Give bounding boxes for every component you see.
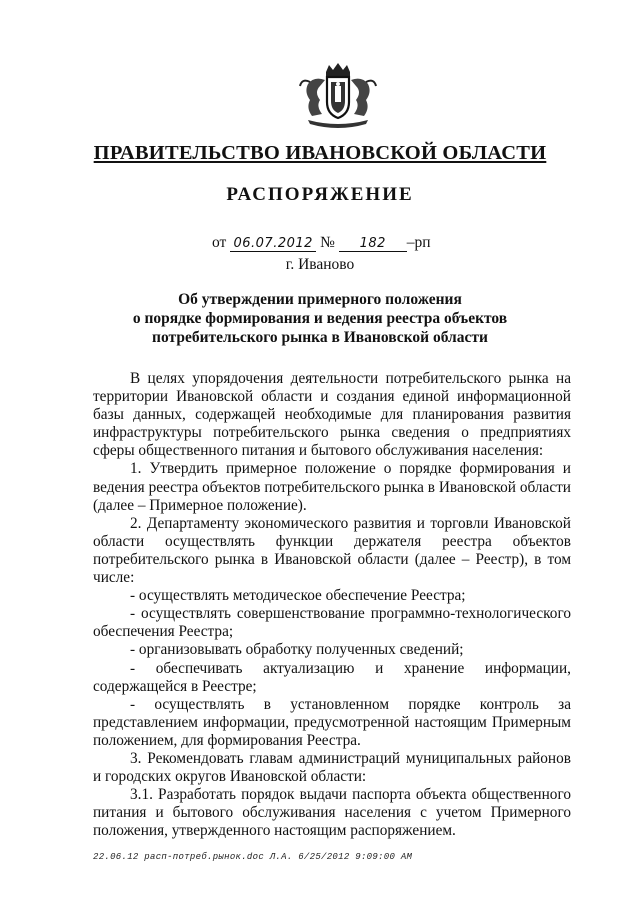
body-paragraph: 1. Утвердить примерное положение о порядке формирования и ведения реестра объектов потребительского рынка в Ивановской области (далее – Примерное положение). — [93, 460, 571, 514]
date-value: 06.07.2012 — [230, 236, 316, 252]
body-paragraph: 2. Департаменту экономического развития и торговли Ивановской области осуществлять функции держателя реестра объектов потребительского рынка в Ивановской области (далее – Реестр), в том числе: — [93, 514, 571, 587]
government-title: ПРАВИТЕЛЬСТВО ИВАНОВСКОЙ ОБЛАСТИ — [93, 142, 547, 164]
city: г. Иваново — [285, 256, 355, 273]
body-paragraph: - осуществлять методическое обеспечение Реестра; — [130, 587, 466, 605]
number-suffix: –рп — [406, 234, 431, 251]
coat-of-arms-emblem — [296, 62, 380, 128]
body-paragraph: В целях упорядочения деятельности потребительского рынка на территории Ивановской области и создания единой информационной базы данных, содержащей необходимые для планирования развития инфраструктуры потребительского рынка сведения о предприятиях сферы общественного питания и бытового обслуживания населения: — [93, 370, 571, 460]
subject-heading — [120, 290, 520, 347]
number-label: № — [320, 234, 335, 251]
body-paragraph: - осуществлять совершенствование программно-технологического обеспечения Реестра; — [93, 605, 571, 641]
body-paragraph: - организовывать обработку полученных сведений; — [130, 641, 464, 659]
body-paragraph: 3. Рекомендовать главам администраций муниципальных районов и городских округов Ивановской области: — [93, 749, 571, 786]
subject-line: Об утверждении примерного положения — [178, 291, 462, 308]
number-value: 182 — [339, 236, 407, 252]
document-body — [93, 370, 571, 840]
body-paragraph: - осуществлять в установленном порядке контроль за представлением информации, предусмотренной настоящим Примерным положением, для формирования Реестра. — [93, 695, 571, 749]
subject-line: о порядке формирования и ведения реестра объектов — [132, 310, 508, 327]
file-info-footer: 22.06.12 расп-потреб.рынок.doc Л.А. 6/25/2012 9:09:00 AM — [93, 852, 413, 862]
body-paragraph: 3.1. Разработать порядок выдачи паспорта объекта общественного питания и бытового обслуживания населения с учетом Примерного положения, утвержденного настоящим распоряжением. — [93, 786, 571, 840]
subject-line: потребительского рынка в Ивановской области — [152, 329, 488, 346]
date-number-line — [212, 234, 431, 252]
date-prefix: от — [212, 234, 227, 251]
document-type: РАСПОРЯЖЕНИЕ — [226, 184, 414, 205]
body-paragraph: - обеспечивать актуализацию и хранение информации, содержащейся в Реестре; — [93, 659, 571, 695]
